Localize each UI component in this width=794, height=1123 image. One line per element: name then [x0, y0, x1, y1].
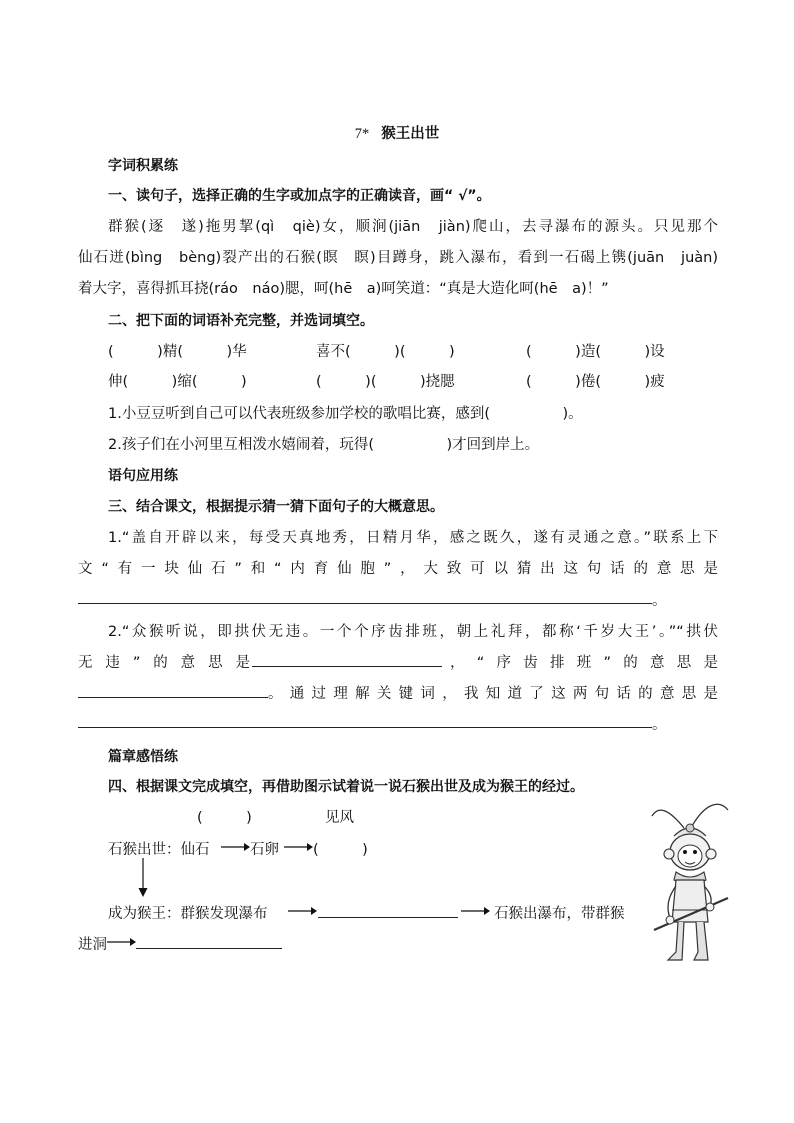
answer-line-1-period: 。 — [652, 593, 667, 609]
arrow-right-icon — [283, 840, 313, 854]
diagram-above-wind: 见风 — [325, 810, 354, 826]
question-3-heading: 三、结合课文，根据提示猜一猜下面句子的大概意思。 — [108, 499, 444, 515]
answer-line-4[interactable] — [78, 727, 652, 728]
answer-line-6[interactable] — [136, 948, 282, 949]
question-3-p2-line-2a: 无违”的意思是 — [78, 655, 250, 671]
fill-sentence-1: 1.小豆豆听到自己可以代表班级参加学校的歌唱比赛，感到( )。 — [108, 406, 583, 422]
answer-line-4-period: 。 — [652, 717, 667, 733]
answer-line-2[interactable] — [252, 666, 442, 667]
word-1: ( )精( )华 — [108, 344, 247, 360]
arrow-right-icon — [287, 904, 317, 918]
diagram-above-blank: ( ) — [197, 810, 252, 826]
question-1-line-2: 仙石迸(bìng bèng)裂产出的石猴(瞑 瞑)目蹲身，跳入瀑布，看到一石碣上镌(juān juàn) — [78, 250, 718, 266]
diagram-birth-label: 石猴出世：仙石 — [108, 842, 210, 858]
diagram-cave: 进洞 — [78, 937, 107, 953]
fill-sentence-2: 2.孩子们在小河里互相泼水嬉闹着，玩得( )才回到岸上。 — [108, 437, 540, 453]
answer-line-1[interactable] — [78, 603, 652, 604]
answer-line-3[interactable] — [78, 697, 268, 698]
word-2: 喜不( )( ) — [316, 344, 455, 360]
lesson-number: 7* — [354, 126, 370, 142]
diagram-king-label: 成为猴王：群猴发现瀑布 — [108, 906, 268, 922]
question-3-p2-line-2b: ，“序齿排班”的意思是 — [450, 655, 718, 671]
question-4-heading: 四、根据课文完成填空，再借助图示试着说一说石猴出世及成为猴王的经过。 — [108, 779, 584, 795]
question-1-line-1: 群猴(逐 遂)拖男挈(qì qiè)女，顺涧(jiān jiàn)爬山，去寻瀑布的源头。只见那个 — [108, 219, 718, 235]
question-3-p1-line-1: 1.“盖自开辟以来，每受天真地秀，日精月华，感之既久，遂有灵通之意。”联系上下 — [108, 530, 718, 546]
question-3-p2-line-3: 。通过理解关键词，我知道了这两句话的意思是 — [268, 686, 718, 702]
section-heading-passage: 篇章感悟练 — [108, 749, 178, 765]
diagram-king-mid: 石猴出瀑布，带群猴 — [494, 906, 625, 922]
section-heading-sentence: 语句应用练 — [108, 468, 178, 484]
arrow-down-icon — [136, 858, 150, 898]
word-5: ( )( )挠腮 — [316, 374, 455, 390]
question-1-line-3: 着大字，喜得抓耳挠(ráo náo)腮，呵(hē a)呵笑道：“真是大造化呵(hē a)！” — [78, 281, 609, 297]
answer-line-5[interactable] — [318, 917, 458, 918]
question-1-heading: 一、读句子，选择正确的生字或加点字的正确读音，画“ √”。 — [108, 188, 491, 204]
section-heading-vocab: 字词积累练 — [108, 158, 178, 174]
lesson-title: 猴王出世 — [381, 126, 440, 142]
arrow-right-icon — [220, 840, 250, 854]
arrow-right-icon — [106, 935, 136, 949]
word-6: ( )倦( )疲 — [526, 374, 665, 390]
question-2-heading: 二、把下面的词语补充完整，并选词填空。 — [108, 313, 374, 329]
diagram-blank: ( ) — [313, 842, 368, 858]
question-3-p1-line-2: 文“有一块仙石”和“内育仙胞”，大致可以猜出这句话的意思是 — [78, 561, 718, 577]
word-3: ( )造( )设 — [526, 344, 665, 360]
page-title — [0, 122, 794, 143]
question-3-p2-line-1: 2.“众猴听说，即拱伏无违。一个个序齿排班，朝上礼拜，都称‘千岁大王’。”“拱伏 — [108, 624, 718, 640]
arrow-right-icon — [460, 904, 490, 918]
diagram-egg: 石卵 — [250, 842, 279, 858]
monkey-king-illustration — [648, 798, 732, 970]
word-4: 伸( )缩( ) — [108, 374, 247, 390]
